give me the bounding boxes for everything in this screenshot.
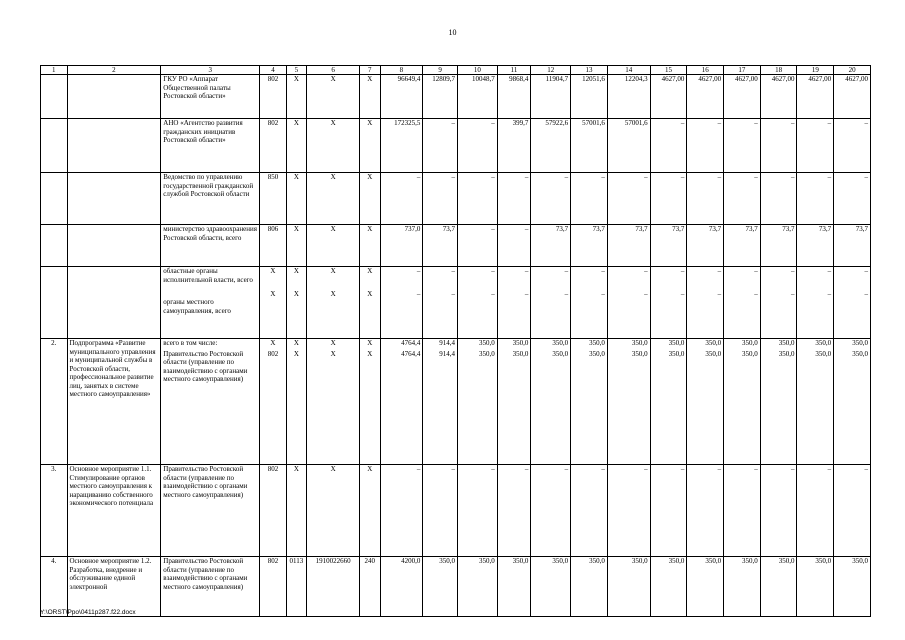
executor-name-part: Правительство Ростовской области (управление по взаимодействию с органами местного самоуправления) [163, 349, 248, 383]
table-cell: – [834, 173, 871, 225]
table-cell: X [360, 119, 380, 173]
column-header: 3 [161, 66, 260, 75]
table-cell: – [607, 465, 650, 557]
table-cell: X [286, 465, 306, 557]
executor-name [161, 267, 260, 339]
table-cell-part: – [491, 289, 495, 298]
executor-name-part: всего в том числе: [163, 339, 218, 347]
table-cell [360, 267, 380, 339]
table-cell [423, 339, 458, 465]
table-cell: – [457, 119, 497, 173]
table-cell: 57001,6 [607, 119, 650, 173]
table-cell: X [360, 465, 380, 557]
executor-name: Правительство Ростовской области (управление по взаимодействию с органами местного самоуправления) [161, 557, 260, 617]
table-cell: 806 [260, 225, 287, 267]
table-cell-part: X [270, 339, 276, 347]
header-row [41, 66, 871, 75]
table-cell: 172325,5 [380, 119, 423, 173]
table-cell: – [571, 465, 608, 557]
table-cell [307, 339, 360, 465]
table-cell-part: – [416, 267, 421, 275]
table-cell [650, 267, 687, 339]
table-cell: – [650, 465, 687, 557]
table-cell: 350,0 [607, 557, 650, 617]
column-header: 16 [687, 66, 724, 75]
table-cell [380, 267, 423, 339]
table-cell: – [724, 465, 761, 557]
program-name [67, 75, 161, 119]
table-cell: 850 [260, 173, 287, 225]
column-header: 5 [286, 66, 306, 75]
table-cell: X [286, 173, 306, 225]
table-cell [760, 339, 797, 465]
table-cell: X [307, 225, 360, 267]
table-cell: 240 [360, 557, 380, 617]
table-cell [531, 267, 571, 339]
table-cell-part: 350,0 [668, 349, 685, 358]
table-cell: – [457, 465, 497, 557]
column-header: 18 [760, 66, 797, 75]
column-header: 6 [307, 66, 360, 75]
table-cell [531, 339, 571, 465]
table-cell-part: – [524, 267, 529, 275]
table-cell: 350,0 [724, 557, 761, 617]
table-cell: – [380, 465, 423, 557]
table-row [41, 267, 871, 339]
program-name [67, 267, 161, 339]
table-cell: 802 [260, 75, 287, 119]
table-cell-part: – [451, 267, 455, 275]
table-cell: 57001,6 [571, 119, 608, 173]
table-cell-part: – [524, 289, 529, 298]
table-cell: 12051,6 [571, 75, 608, 119]
table-cell [687, 339, 724, 465]
column-header: 12 [531, 66, 571, 75]
table-cell-part: X [367, 339, 373, 347]
table-cell [724, 267, 761, 339]
table-cell: 1910022660 [307, 557, 360, 617]
table-cell: 73,7 [571, 225, 608, 267]
table-cell: 4627,00 [834, 75, 871, 119]
table-cell: 73,7 [650, 225, 687, 267]
table-cell [571, 267, 608, 339]
table-cell: – [497, 173, 531, 225]
table-cell-part: – [717, 289, 722, 298]
table-row [41, 119, 871, 173]
table-cell-part: 350,0 [512, 339, 529, 347]
table-cell [834, 267, 871, 339]
table-cell-part: – [754, 289, 758, 298]
table-cell [360, 339, 380, 465]
table-cell [650, 339, 687, 465]
table-cell: 350,0 [650, 557, 687, 617]
table-cell-part: X [270, 267, 276, 275]
table-cell: – [760, 465, 797, 557]
table-cell: – [423, 119, 458, 173]
table-cell-part: – [790, 289, 795, 298]
table-cell-part: – [754, 267, 758, 275]
table-cell-part: 350,0 [631, 349, 648, 358]
table-cell [260, 267, 287, 339]
table-cell-part: – [680, 267, 685, 275]
row-number [41, 173, 68, 225]
table-cell: – [724, 119, 761, 173]
table-cell-part: 350,0 [815, 339, 832, 347]
table-cell: 350,0 [531, 557, 571, 617]
table-cell: – [724, 173, 761, 225]
row-number: 3. [41, 465, 68, 557]
table-cell [497, 267, 531, 339]
table-cell: 4627,00 [687, 75, 724, 119]
table-cell [607, 267, 650, 339]
table-cell: 802 [260, 119, 287, 173]
table-cell: – [834, 465, 871, 557]
row-number: 4. [41, 557, 68, 617]
table-cell-part: 350,0 [478, 339, 495, 347]
table-cell-part: X [293, 267, 299, 275]
column-header: 20 [834, 66, 871, 75]
table-cell-part: 914,4 [439, 349, 455, 358]
table-cell: 11904,7 [531, 75, 571, 119]
table-cell: 96649,4 [380, 75, 423, 119]
table-cell-part: 914,4 [439, 339, 455, 347]
table-cell-part: 4764,4 [401, 339, 421, 347]
table-cell [687, 267, 724, 339]
table-cell-part: 350,0 [631, 339, 648, 347]
table-cell-part: – [680, 289, 685, 298]
table-cell [457, 267, 497, 339]
column-header: 4 [260, 66, 287, 75]
executor-name-part: областные органы исполнительной власти, всего [163, 267, 253, 284]
program-name: Основное мероприятие 1.1. Стимулирование органов местного самоуправления к наращиванию собственного экономического потенциала [67, 465, 161, 557]
table-cell: 350,0 [797, 557, 834, 617]
table-cell: X [286, 75, 306, 119]
program-name: Основное мероприятие 1.2. Разработка, внедрение и обслуживание единой электронной [67, 557, 161, 617]
table-cell [724, 339, 761, 465]
table-row [41, 75, 871, 119]
table-cell [497, 339, 531, 465]
table-cell: 73,7 [607, 225, 650, 267]
budget-table [40, 65, 871, 617]
table-cell: X [286, 225, 306, 267]
table-cell: 802 [260, 465, 287, 557]
table-cell: – [760, 173, 797, 225]
table-cell-part: 350,0 [742, 349, 758, 358]
column-header: 11 [497, 66, 531, 75]
table-cell: – [687, 173, 724, 225]
table-cell: 73,7 [423, 225, 458, 267]
table-cell: 350,0 [497, 557, 531, 617]
row-number [41, 267, 68, 339]
table-cell-part: 350,0 [668, 339, 685, 347]
table-cell: 4627,00 [650, 75, 687, 119]
table-cell [307, 267, 360, 339]
table-cell: 0113 [286, 557, 306, 617]
table-cell: – [797, 173, 834, 225]
program-name [67, 173, 161, 225]
executor-name: АНО «Агентство развития гражданских инициатив Ростовской области» [161, 119, 260, 173]
table-cell-part: 350,0 [778, 339, 795, 347]
column-header: 10 [457, 66, 497, 75]
table-cell: 350,0 [571, 557, 608, 617]
table-cell-part: 802 [267, 349, 279, 358]
table-cell: X [307, 465, 360, 557]
file-path: Y:\ORST\Ppo\0411p287.f22.docx [40, 609, 136, 616]
table-cell: – [607, 173, 650, 225]
table-cell-part: 350,0 [589, 339, 605, 347]
table-cell-part: – [564, 267, 569, 275]
table-cell-part: 350,0 [705, 339, 722, 347]
table-cell-part: X [330, 289, 336, 298]
table-cell [260, 339, 287, 465]
program-name [67, 225, 161, 267]
table-cell-part: 350,0 [589, 349, 605, 358]
table-cell: – [797, 119, 834, 173]
table-row [41, 225, 871, 267]
table-cell: 350,0 [834, 557, 871, 617]
table-cell: 4627,00 [724, 75, 761, 119]
table-cell-part: X [270, 289, 276, 298]
table-cell [457, 339, 497, 465]
table-row [41, 339, 871, 465]
table-cell [423, 267, 458, 339]
table-cell-part: X [367, 289, 373, 298]
table-cell: X [307, 119, 360, 173]
table-cell-part: 350,0 [852, 349, 868, 358]
table-cell: 350,0 [687, 557, 724, 617]
table-cell-part: – [451, 289, 455, 298]
row-number [41, 119, 68, 173]
page-number: 10 [448, 28, 457, 37]
table-cell-part: X [367, 267, 373, 275]
table-cell-part: – [416, 289, 421, 298]
table-cell: 12204,3 [607, 75, 650, 119]
executor-name: Правительство Ростовской области (управление по взаимодействию с органами местного самоуправления) [161, 465, 260, 557]
table-cell-part: – [790, 267, 795, 275]
table-cell-part: 350,0 [478, 349, 495, 358]
table-cell: 57922,6 [531, 119, 571, 173]
executor-name-part: органы местного самоуправления, всего [163, 298, 231, 315]
table-cell: 350,0 [423, 557, 458, 617]
table-cell: 737,0 [380, 225, 423, 267]
table-cell: – [423, 173, 458, 225]
table-cell-part: X [330, 267, 336, 275]
table-cell: 9868,4 [497, 75, 531, 119]
table-cell: 73,7 [687, 225, 724, 267]
table-cell-part: X [293, 349, 299, 358]
table-cell-part: X [293, 289, 299, 298]
table-cell: – [834, 119, 871, 173]
program-name: Подпрограмма «Развитие муниципального управления и муниципальной службы в Ростовской области, профессиональное развитие лиц, занятых в системе местного самоуправления» [67, 339, 161, 465]
row-number [41, 75, 68, 119]
table-cell: 12809,7 [423, 75, 458, 119]
table-row [41, 173, 871, 225]
executor-name: Ведомство по управлению государственной гражданской службой Ростовской области [161, 173, 260, 225]
table-cell: 73,7 [797, 225, 834, 267]
table-cell [571, 339, 608, 465]
table-cell: X [360, 225, 380, 267]
column-header: 1 [41, 66, 68, 75]
table-cell [607, 339, 650, 465]
executor-name: министерство здравоохранения Ростовской области, всего [161, 225, 260, 267]
table-cell: 73,7 [834, 225, 871, 267]
table-cell-part: – [564, 289, 569, 298]
column-header: 14 [607, 66, 650, 75]
executor-name: ГКУ РО «Аппарат Общественной палаты Ростовской области» [161, 75, 260, 119]
column-header: 2 [67, 66, 161, 75]
table-cell-part: 350,0 [852, 339, 868, 347]
table-cell: 802 [260, 557, 287, 617]
table-cell: X [360, 173, 380, 225]
executor-name [161, 339, 260, 465]
table-cell-part: – [717, 267, 722, 275]
table-cell: – [650, 119, 687, 173]
table-cell [760, 267, 797, 339]
column-header: 7 [360, 66, 380, 75]
table-cell [286, 339, 306, 465]
table-cell-part: 350,0 [742, 339, 758, 347]
table-cell: – [531, 465, 571, 557]
table-cell: – [687, 465, 724, 557]
table-cell-part: X [367, 349, 373, 358]
table-cell: 73,7 [531, 225, 571, 267]
table-cell-part: – [491, 267, 495, 275]
table-cell [797, 267, 834, 339]
table-cell: 399,7 [497, 119, 531, 173]
table-cell-part: 350,0 [512, 349, 529, 358]
program-name [67, 119, 161, 173]
table-cell: X [286, 119, 306, 173]
table-cell-part: 350,0 [705, 349, 722, 358]
table-cell: – [380, 173, 423, 225]
column-header: 8 [380, 66, 423, 75]
table-row [41, 465, 871, 557]
table-cell-part: – [864, 267, 868, 275]
table-cell: 10048,7 [457, 75, 497, 119]
table-cell: 73,7 [760, 225, 797, 267]
table-cell-part: – [864, 289, 868, 298]
table-cell-part: 350,0 [552, 349, 569, 358]
table-cell: 350,0 [760, 557, 797, 617]
table-cell: X [307, 173, 360, 225]
row-number: 2. [41, 339, 68, 465]
table-cell: – [457, 173, 497, 225]
table-cell: – [797, 465, 834, 557]
table-cell: 4627,00 [797, 75, 834, 119]
table-cell-part: X [293, 339, 299, 347]
table-cell: – [531, 173, 571, 225]
table-cell-part: – [827, 267, 832, 275]
column-header: 13 [571, 66, 608, 75]
table-cell-part: – [827, 289, 832, 298]
table-cell: 4200,0 [380, 557, 423, 617]
table-cell: 73,7 [724, 225, 761, 267]
table-cell-part: – [601, 289, 605, 298]
table-cell [380, 339, 423, 465]
table-cell: – [760, 119, 797, 173]
table-cell: X [307, 75, 360, 119]
table-cell: – [650, 173, 687, 225]
table-cell-part: 350,0 [778, 349, 795, 358]
table-cell: X [360, 75, 380, 119]
table-cell: – [571, 173, 608, 225]
table-cell: 4627,00 [760, 75, 797, 119]
column-header: 15 [650, 66, 687, 75]
column-header: 9 [423, 66, 458, 75]
table-cell: – [497, 225, 531, 267]
row-number [41, 225, 68, 267]
table-cell-part: 350,0 [552, 339, 569, 347]
table-cell: – [457, 225, 497, 267]
table-cell-part: X [330, 339, 336, 347]
table-cell-part: – [601, 267, 605, 275]
table-cell-part: X [330, 349, 336, 358]
table-cell: 350,0 [457, 557, 497, 617]
table-cell [834, 339, 871, 465]
table-cell [286, 267, 306, 339]
table-cell [797, 339, 834, 465]
table-cell: – [687, 119, 724, 173]
column-header: 19 [797, 66, 834, 75]
table-row [41, 557, 871, 617]
table-cell: – [497, 465, 531, 557]
table-cell-part: – [644, 267, 648, 275]
column-header: 17 [724, 66, 761, 75]
table-cell-part: – [644, 289, 648, 298]
table-cell: – [423, 465, 458, 557]
table-cell-part: 350,0 [815, 349, 832, 358]
table-cell-part: 4764,4 [401, 349, 421, 358]
